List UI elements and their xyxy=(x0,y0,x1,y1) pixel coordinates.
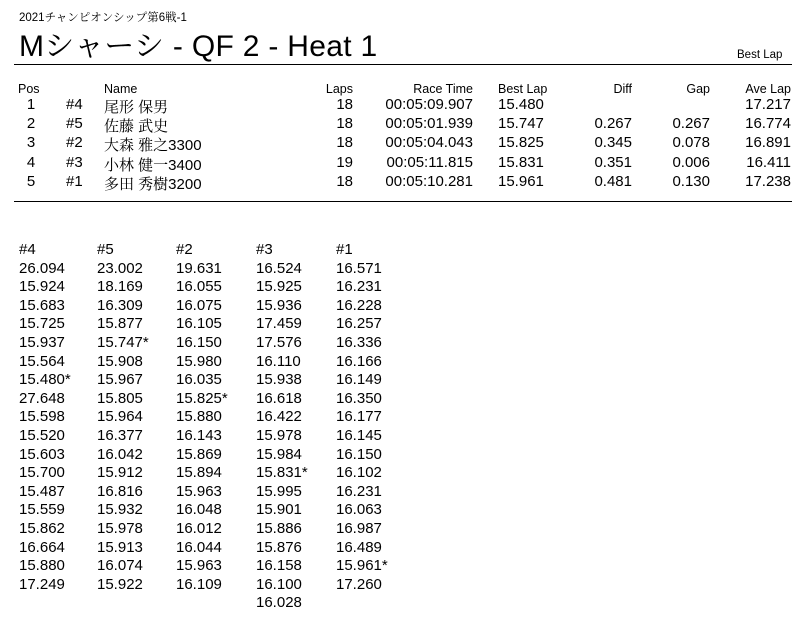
average-lap: 16.774 xyxy=(745,115,791,132)
lap-time-cell: 16.231 xyxy=(336,278,382,296)
lap-time-cell: 16.110 xyxy=(256,352,301,370)
lap-time-cell: 15.924 xyxy=(19,278,65,296)
diff: 0.267 xyxy=(594,115,632,132)
position: 4 xyxy=(26,154,36,171)
lap-column-header: #2 xyxy=(176,241,193,258)
average-lap: 16.411 xyxy=(746,154,791,171)
lap-time-cell: 16.309 xyxy=(97,296,143,314)
lap-time-cell: 26.094 xyxy=(19,259,65,277)
car-number: #3 xyxy=(66,154,83,171)
lap-time-cell: 15.936 xyxy=(256,296,302,314)
column-header-gap: Gap xyxy=(686,82,710,96)
lap-time-cell: 16.158 xyxy=(256,557,302,575)
lap-time-cell: 15.908 xyxy=(97,352,143,370)
lap-time-cell: 15.603 xyxy=(19,445,65,463)
results-divider xyxy=(14,201,792,202)
best-lap: 15.961 xyxy=(498,173,544,190)
lap-time-cell: 15.894 xyxy=(176,464,222,482)
gap: 0.130 xyxy=(672,173,710,190)
lap-time-cell: 16.028 xyxy=(256,594,302,612)
lap-time-cell: 15.901 xyxy=(256,501,302,519)
lap-time-cell: 16.150 xyxy=(336,445,382,463)
lap-time-cell: 15.700 xyxy=(19,464,65,482)
lap-time-cell: 15.932 xyxy=(97,501,143,519)
lap-time-cell: 16.336 xyxy=(336,333,382,351)
lap-time-cell: 15.805 xyxy=(97,389,143,407)
lap-time-cell: 16.489 xyxy=(336,538,382,556)
average-lap: 17.217 xyxy=(745,96,791,113)
lap-time-cell: 15.725 xyxy=(19,315,65,333)
lap-time-cell: 16.109 xyxy=(176,575,222,593)
gap: 0.078 xyxy=(672,134,710,151)
column-header-best-lap: Best Lap xyxy=(498,82,548,96)
lap-time-cell: 15.598 xyxy=(19,408,65,426)
lap-time-cell: 15.747* xyxy=(97,333,149,351)
lap-time-cell: 16.102 xyxy=(336,464,382,482)
lap-column xyxy=(19,241,99,594)
lap-time-cell: 15.922 xyxy=(97,575,143,593)
lap-time-cell: 15.520 xyxy=(19,426,65,444)
header-divider xyxy=(14,64,792,65)
diff: 0.345 xyxy=(594,134,632,151)
lap-time-cell: 15.869 xyxy=(176,445,222,463)
lap-time-cell: 15.886 xyxy=(256,519,302,537)
lap-time-cell: 15.876 xyxy=(256,538,302,556)
lap-time-cell: 16.035 xyxy=(176,371,222,389)
lap-time-cell: 15.559 xyxy=(19,501,65,519)
lap-time-cell: 16.377 xyxy=(97,426,143,444)
lap-time-cell: 17.249 xyxy=(19,575,65,593)
lap-time-cell: 16.987 xyxy=(336,519,382,537)
lap-time-cell: 15.912 xyxy=(97,464,143,482)
lap-time-cell: 16.664 xyxy=(19,538,65,556)
lap-time-cell: 15.961* xyxy=(336,557,388,575)
lap-time-cell: 15.995 xyxy=(256,482,302,500)
position: 2 xyxy=(26,115,36,132)
column-header-diff: Diff xyxy=(613,82,632,96)
lap-time-cell: 16.145 xyxy=(336,426,382,444)
lap-count: 18 xyxy=(336,96,353,113)
lap-column xyxy=(336,241,416,594)
lap-time-cell: 16.044 xyxy=(176,538,222,556)
gap: 0.006 xyxy=(672,154,710,171)
position: 1 xyxy=(26,96,36,113)
car-number: #2 xyxy=(66,134,83,151)
lap-time-cell: 16.571 xyxy=(336,259,382,277)
lap-time-cell: 16.149 xyxy=(336,371,382,389)
lap-time-cell: 15.480* xyxy=(19,371,71,389)
lap-column-header: #4 xyxy=(19,241,36,258)
lap-time-cell: 16.042 xyxy=(97,445,143,463)
driver-name: 大森 雅之3300 xyxy=(104,137,202,154)
column-header-name: Name xyxy=(104,82,138,96)
lap-time-cell: 17.459 xyxy=(256,315,302,333)
lap-column-header: #3 xyxy=(256,241,273,258)
lap-time-cell: 16.063 xyxy=(336,501,382,519)
lap-time-cell: 16.150 xyxy=(176,333,222,351)
lap-time-cell: 15.964 xyxy=(97,408,143,426)
lap-time-cell: 15.487 xyxy=(19,482,65,500)
lap-count: 18 xyxy=(336,173,353,190)
car-number: #4 xyxy=(66,96,83,113)
lap-time-cell: 16.257 xyxy=(336,315,382,333)
lap-time-cell: 15.564 xyxy=(19,352,65,370)
lap-time-cell: 15.880 xyxy=(19,557,65,575)
lap-time-cell: 15.683 xyxy=(19,296,65,314)
lap-time-cell: 15.963 xyxy=(176,557,222,575)
lap-time-cell: 16.074 xyxy=(97,557,143,575)
lap-count: 18 xyxy=(336,115,353,132)
lap-time-cell: 15.825* xyxy=(176,389,228,407)
lap-time-cell: 15.938 xyxy=(256,371,302,389)
lap-time-cell: 16.231 xyxy=(336,482,382,500)
lap-time-cell: 15.831* xyxy=(256,464,308,482)
position: 5 xyxy=(26,173,36,190)
race-time: 00:05:04.043 xyxy=(385,134,473,151)
lap-count: 18 xyxy=(336,134,353,151)
lap-time-cell: 27.648 xyxy=(19,389,65,407)
column-header-race-time: Race Time xyxy=(413,82,473,96)
column-header-ave-lap: Ave Lap xyxy=(745,82,791,96)
driver-name: 尾形 保男 xyxy=(104,99,169,116)
diff: 0.481 xyxy=(594,173,632,190)
lap-time-cell: 16.618 xyxy=(256,389,302,407)
lap-time-cell: 23.002 xyxy=(97,259,143,277)
lap-time-cell: 16.228 xyxy=(336,296,382,314)
lap-time-cell: 16.816 xyxy=(97,482,143,500)
lap-time-cell: 16.012 xyxy=(176,519,222,537)
lap-time-cell: 16.100 xyxy=(256,575,302,593)
lap-column-header: #1 xyxy=(336,241,353,258)
diff: 0.351 xyxy=(594,154,632,171)
lap-time-cell: 15.913 xyxy=(97,538,143,556)
lap-time-cell: 16.350 xyxy=(336,389,382,407)
best-lap: 15.831 xyxy=(498,154,544,171)
column-header-pos: Pos xyxy=(18,82,40,96)
position: 3 xyxy=(26,134,36,151)
lap-time-cell: 15.880 xyxy=(176,408,222,426)
average-lap: 16.891 xyxy=(745,134,791,151)
race-title: Mシャーシ - QF 2 - Heat 1 xyxy=(19,30,378,63)
lap-time-cell: 17.260 xyxy=(336,575,382,593)
driver-name: 多田 秀樹3200 xyxy=(104,176,202,193)
lap-time-cell: 15.984 xyxy=(256,445,302,463)
lap-count: 19 xyxy=(336,154,353,171)
sort-label: Best Lap xyxy=(737,49,783,61)
car-number: #5 xyxy=(66,115,83,132)
average-lap: 17.238 xyxy=(745,173,791,190)
lap-time-cell: 15.978 xyxy=(97,519,143,537)
race-time: 00:05:01.939 xyxy=(385,115,473,132)
lap-time-cell: 16.105 xyxy=(176,315,222,333)
best-lap: 15.747 xyxy=(498,115,544,132)
race-time: 00:05:11.815 xyxy=(386,154,473,171)
driver-name: 小林 健一3400 xyxy=(104,157,202,174)
lap-column-header: #5 xyxy=(97,241,114,258)
lap-time-cell: 16.143 xyxy=(176,426,222,444)
event-name: 2021チャンピオンシップ第6戦-1 xyxy=(19,12,187,24)
lap-time-cell: 15.967 xyxy=(97,371,143,389)
lap-time-cell: 16.524 xyxy=(256,259,302,277)
best-lap: 15.825 xyxy=(498,134,544,151)
lap-time-cell: 17.576 xyxy=(256,333,302,351)
driver-name: 佐藤 武史 xyxy=(104,118,169,135)
lap-time-cell: 18.169 xyxy=(97,278,143,296)
lap-time-cell: 16.166 xyxy=(336,352,382,370)
lap-time-cell: 16.075 xyxy=(176,296,222,314)
lap-column xyxy=(97,241,177,594)
lap-time-cell: 15.980 xyxy=(176,352,222,370)
lap-time-cell: 16.055 xyxy=(176,278,222,296)
lap-time-cell: 15.877 xyxy=(97,315,143,333)
lap-time-cell: 16.422 xyxy=(256,408,302,426)
lap-time-cell: 15.937 xyxy=(19,333,65,351)
car-number: #1 xyxy=(66,173,83,190)
lap-time-cell: 15.925 xyxy=(256,278,302,296)
lap-time-cell: 15.978 xyxy=(256,426,302,444)
lap-column xyxy=(256,241,336,613)
lap-column xyxy=(176,241,256,594)
lap-time-cell: 16.177 xyxy=(336,408,382,426)
lap-time-cell: 19.631 xyxy=(176,259,222,277)
race-time: 00:05:10.281 xyxy=(385,173,473,190)
lap-time-cell: 15.862 xyxy=(19,519,65,537)
gap: 0.267 xyxy=(672,115,710,132)
race-time: 00:05:09.907 xyxy=(385,96,473,113)
best-lap: 15.480 xyxy=(498,96,544,113)
column-header-laps: Laps xyxy=(325,82,353,96)
lap-time-cell: 16.048 xyxy=(176,501,222,519)
lap-time-cell: 15.963 xyxy=(176,482,222,500)
